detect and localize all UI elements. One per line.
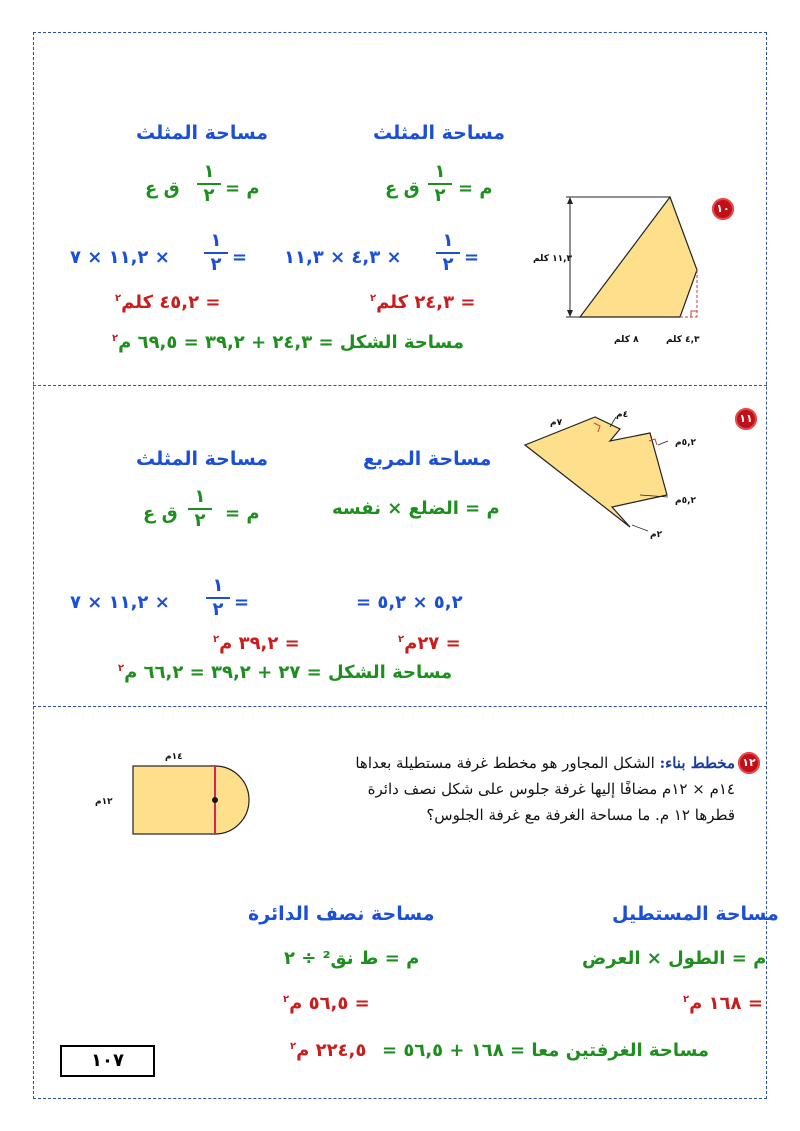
fig-label-side: ١٢م <box>95 797 113 807</box>
fig-label-top-left: ٧م <box>550 418 563 428</box>
ex11-left-title: مساحة المثلث <box>136 448 269 470</box>
ex10-left-formula-a: م = <box>225 178 260 199</box>
ex12-left-result: = ٥٦,٥ م$^٢$ <box>283 993 370 1014</box>
fraction-one-half: ١ ٢ <box>204 232 228 274</box>
exercise-number-badge: ١٢ <box>738 752 760 774</box>
ex12-body: الشكل المجاور هو مخطط غرفة مستطيلة بعداها ١٤م × ١٢م مضافًا إليها غرفة جلوس على شكل نصف دائرة قطرها ١٢ م. ما مساحة الغرفة مع غرفة الجلوس؟ <box>355 754 735 824</box>
ex11-left-result: = ٣٩,٢ م$^٢$ <box>213 633 300 654</box>
fraction-one-half: ١ ٢ <box>206 577 230 619</box>
ex12-right-formula: م = الطول × العرض <box>582 948 767 969</box>
ex11-left-eq: = <box>234 592 250 613</box>
ex10-left-substitution: ١١,٢ × ٧ × <box>70 247 170 268</box>
ex12-left-formula: م = ط نق² ÷ ٢ <box>284 948 420 969</box>
ex11-left-formula-b: ق ع <box>143 503 178 524</box>
fig-label-top: ١٤م <box>165 752 183 762</box>
fig-label-base2: ٤,٣ كلم <box>666 335 700 345</box>
section-divider <box>33 385 767 386</box>
fig-label-bottom: ٢م <box>650 530 663 540</box>
ex10-right-title: مساحة المثلث <box>373 122 506 144</box>
exercise-11-figure <box>520 405 720 545</box>
fig-label-right1: ٥,٢م <box>675 438 697 448</box>
exercise-10-figure <box>530 190 710 350</box>
exercise-12-figure <box>85 745 265 845</box>
ex12-problem-text <box>340 750 735 828</box>
ex10-left-formula-b: ق ع <box>145 178 180 199</box>
fig-label-base1: ٨ كلم <box>614 335 639 345</box>
ex11-left-formula-a: م = <box>225 503 260 524</box>
ex10-right-formula-a: م = <box>458 178 493 199</box>
ex10-right-substitution: ٤,٣ × ١١,٣ × <box>284 247 402 268</box>
fig-label-top: ٤م <box>616 410 629 420</box>
fig-label-right2: ٥,٢م <box>675 496 697 506</box>
ex11-right-result: = ٢٧م$^٢$ <box>398 633 461 654</box>
ex10-right-formula-b: ق ع <box>385 178 420 199</box>
ex11-total-area: مساحة الشكل = ٢٧ + ٣٩,٢ = ٦٦,٢ م$^٢$ <box>118 662 453 683</box>
ex10-left-result: = ٤٥,٢ كلم$^٢$ <box>115 292 221 313</box>
fraction-one-half: ١ ٢ <box>197 163 221 205</box>
section-divider <box>33 706 767 707</box>
ex12-total-label: مساحة الغرفتين معا = ١٦٨ + ٥٦,٥ = <box>382 1040 710 1061</box>
fraction-one-half: ١ ٢ <box>188 488 212 530</box>
ex12-right-result: = ١٦٨ م$^٢$ <box>683 993 763 1014</box>
ex10-total-area: مساحة الشكل = ٢٤,٣ + ٣٩,٢ = ٦٩,٥ م$^٢$ <box>112 332 464 353</box>
ex12-left-title: مساحة نصف الدائرة <box>248 903 435 925</box>
ex10-left-eq: = <box>232 247 248 268</box>
exercise-number-badge: ١١ <box>735 408 757 430</box>
fig-label-height: ١١,٣ كلم <box>533 254 573 264</box>
ex10-right-result: = ٢٤,٣ كلم$^٢$ <box>370 292 476 313</box>
ex10-right-eq: = <box>464 247 480 268</box>
ex11-left-substitution: ١١,٢ × ٧ × <box>70 592 170 613</box>
ex12-right-title: مساحة المستطيل <box>612 903 779 925</box>
fraction-one-half: ١ ٢ <box>428 163 452 205</box>
ex11-right-title: مساحة المربع <box>363 448 492 470</box>
ex10-left-title: مساحة المثلث <box>136 122 269 144</box>
exercise-number-badge: ١٠ <box>712 198 734 220</box>
ex12-heading: مخطط بناء: <box>659 754 735 772</box>
ex11-right-substitution: = ٥,٢ × ٥,٢ <box>356 592 463 613</box>
ex11-right-formula: م = الضلع × نفسه <box>332 498 500 519</box>
page-number: ١٠٧ <box>60 1045 155 1077</box>
fraction-one-half: ١ ٢ <box>436 232 460 274</box>
ex12-total-value: ٢٢٤,٥ م$^٢$ <box>290 1040 367 1061</box>
